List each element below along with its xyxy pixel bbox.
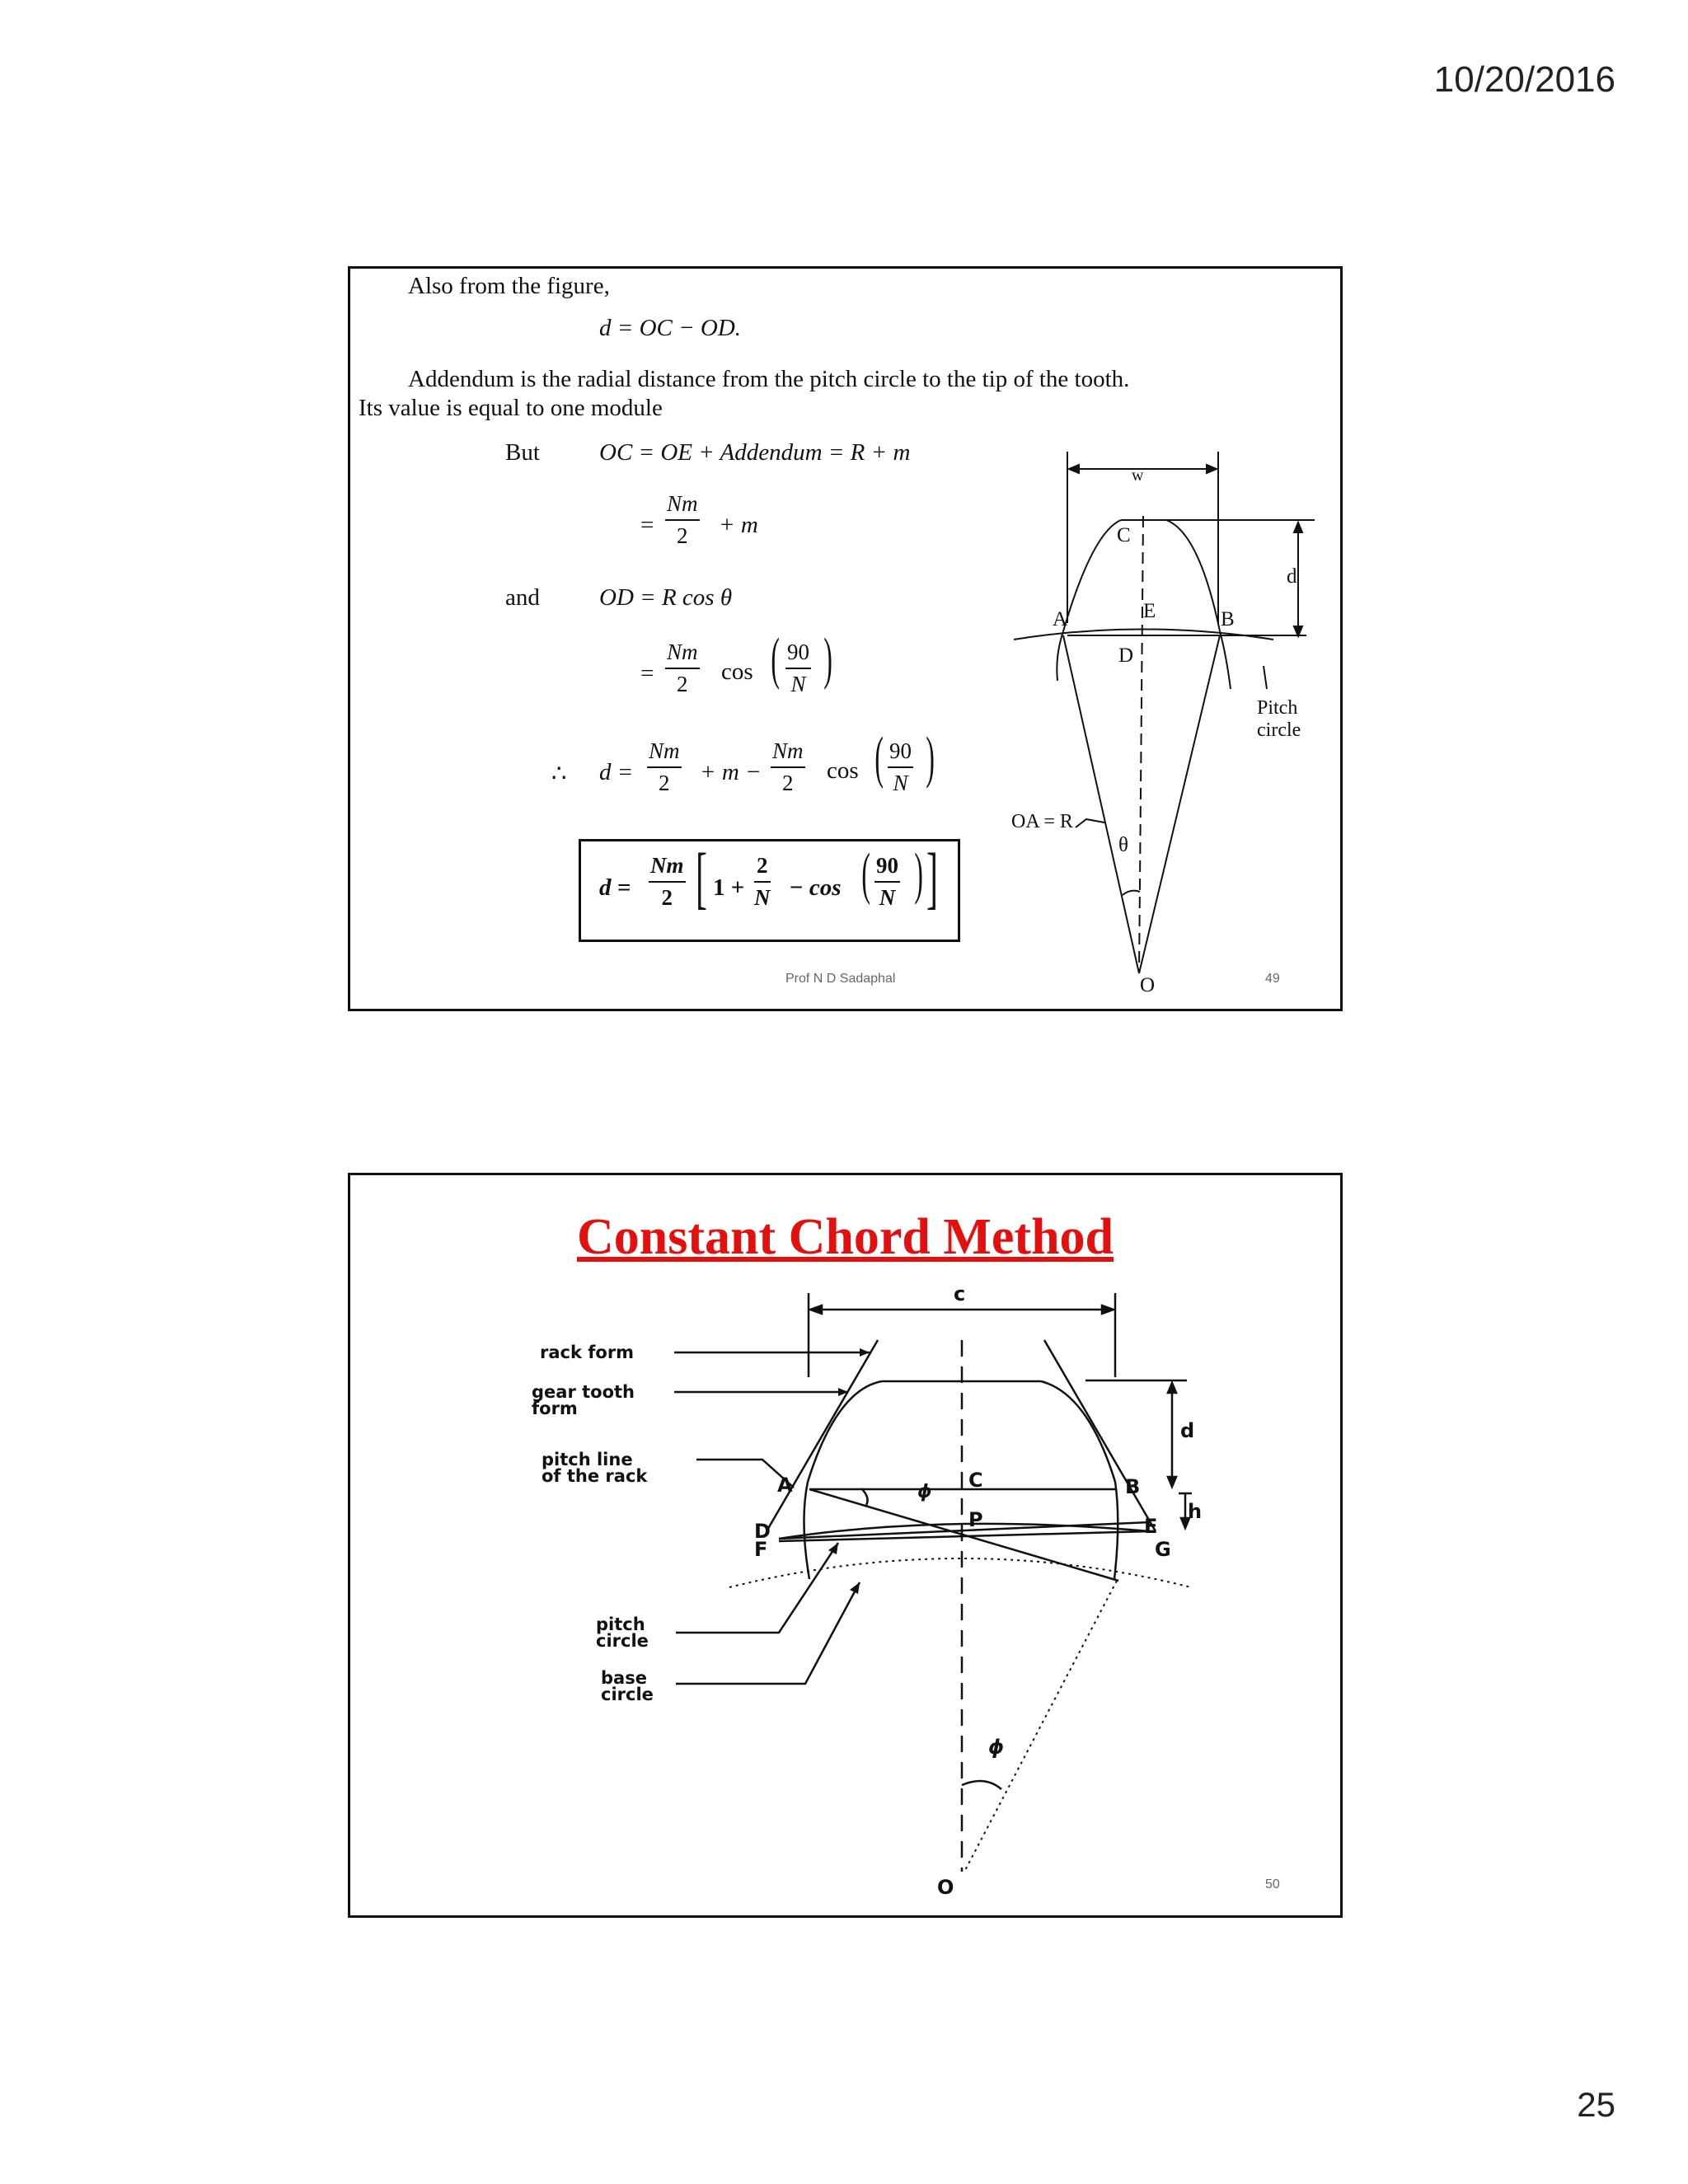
label-c-point: C [968,1469,983,1492]
addendum-line-2: Its value is equal to one module [359,395,663,421]
label-b: B [1221,608,1235,630]
label-a: A [1053,608,1068,630]
constant-chord-figure [350,1175,1340,1915]
numerator: Nm [650,853,684,878]
label-d: d [1180,1419,1195,1442]
intro-text: Also from the figure, [408,273,610,299]
right-paren: ) [823,627,832,691]
d-equals: d = [599,759,634,785]
label-theta: θ [1118,834,1128,856]
label-c: C [1117,524,1131,546]
but-label: But [505,439,540,466]
slide-title: Constant Chord Method [576,1209,1114,1265]
page-number: 25 [1577,2085,1615,2124]
left-paren: ( [874,726,884,790]
label-b: B [1125,1475,1141,1498]
label-pitch-circle: Pitch circle [1257,697,1301,741]
slide-50 [348,1173,1343,1918]
label-pitch-line-1: pitch line [542,1450,633,1469]
label-base-circle-1: base [601,1668,647,1688]
label-p: P [968,1508,983,1531]
label-base-circle-2: circle [601,1685,654,1704]
numerator: Nm [667,491,698,516]
left-paren: ( [861,842,870,906]
numerator: Nm [649,738,680,763]
numerator: Nm [667,640,698,664]
left-bracket: [ [695,840,707,916]
label-pitch-line-2: of the rack [542,1466,648,1486]
denominator: 2 [677,523,688,548]
label-rack-form: rack form [540,1343,635,1362]
label-e: E [1144,1515,1158,1538]
and-label: and [505,584,540,611]
label-e: E [1143,600,1156,622]
label-pitch-circle-1: pitch [596,1615,645,1634]
numerator: 90 [876,853,898,878]
one-plus: 1 + [713,874,745,901]
label-d-point: D [754,1520,771,1543]
label-phi-center: ϕ [988,1736,1005,1759]
plus-m-minus: + m − [700,759,762,785]
label-gear-tooth-1: gear tooth [532,1382,635,1402]
therefore-symbol: ∴ [551,761,567,787]
slide-footer-author: Prof N D Sadaphal [785,972,896,986]
right-paren: ) [914,842,923,906]
label-f: F [754,1538,768,1561]
numerator: 2 [757,853,768,878]
right-bracket: ] [926,840,938,916]
denominator: 2 [677,672,688,696]
label-oa-r: OA = R [1011,811,1073,832]
numerator: Nm [772,738,804,763]
equals-sign: = [640,660,654,687]
label-d-point: D [1118,644,1134,667]
gear-tooth-figure [350,269,1340,1009]
equals-sign: = [640,512,654,538]
label-h: h [1188,1500,1203,1523]
left-paren: ( [771,627,780,691]
denominator: 2 [782,771,794,795]
cos-label: cos [827,757,859,784]
slide-49 [348,266,1343,1011]
slide-number: 50 [1265,1877,1280,1891]
numerator: 90 [787,640,809,664]
plus-m: + m [719,512,758,538]
label-a: A [777,1474,793,1497]
denominator: N [790,672,806,696]
label-o: O [937,1876,954,1899]
denominator: N [754,885,771,910]
denominator: N [879,885,896,910]
equation-d: d = OC − OD. [599,315,742,341]
label-c: c [954,1282,966,1305]
equation-od: OD = R cos θ [599,584,733,611]
equation-oc: OC = OE + Addendum = R + m [599,439,911,466]
label-d: d [1287,565,1297,588]
label-gear-tooth-2: form [532,1399,578,1418]
slide-number: 49 [1265,972,1280,986]
minus-cos: − cos [789,874,842,901]
addendum-line-1: Addendum is the radial distance from the pitch circle to the tip of the tooth. [408,366,1130,392]
denominator: N [893,771,908,795]
denominator: 2 [661,885,673,910]
label-w: w [1132,466,1144,485]
numerator: 90 [889,738,912,763]
cos-label: cos [721,658,753,685]
label-g: G [1155,1538,1171,1561]
d-equals: d = [599,874,631,901]
label-phi: ϕ [917,1482,932,1502]
denominator: 2 [659,771,670,795]
page-date: 10/20/2016 [1433,59,1615,100]
label-o: O [1140,974,1156,996]
right-paren: ) [926,726,935,790]
label-pitch-circle-2: circle [596,1631,649,1651]
